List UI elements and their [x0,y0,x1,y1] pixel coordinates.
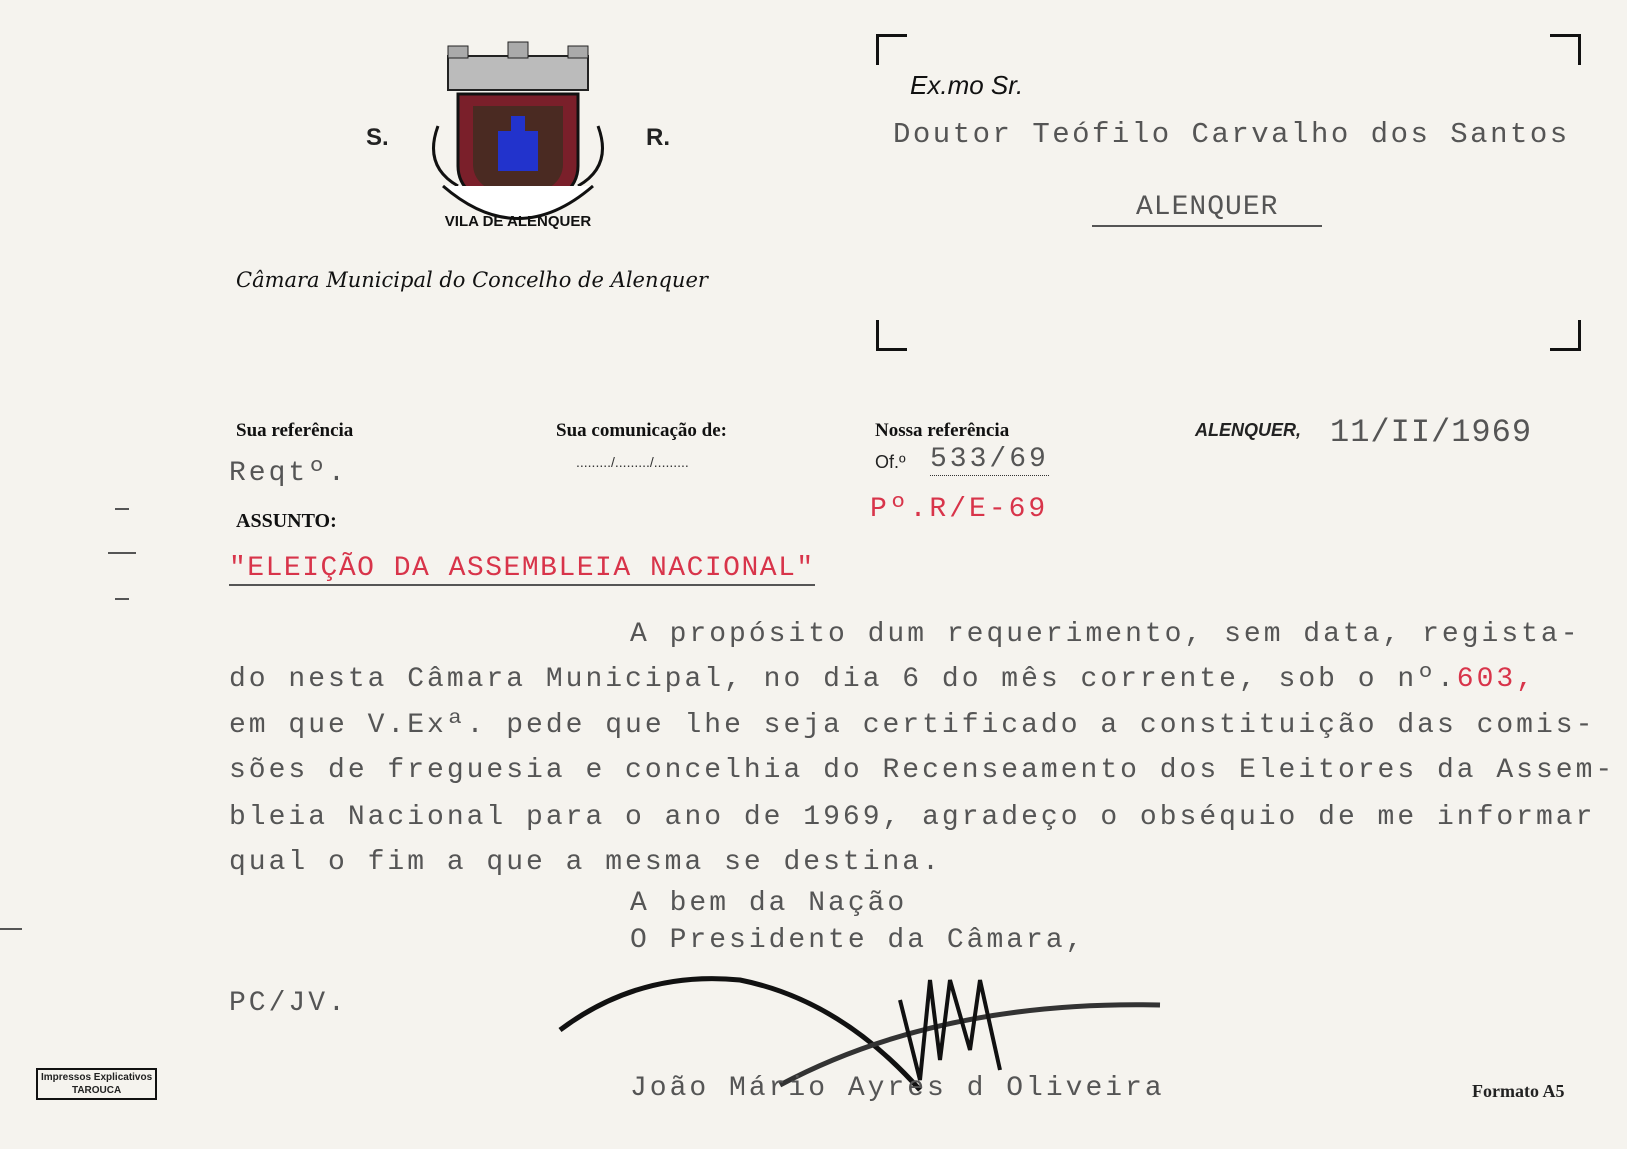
margin-mark [108,552,136,554]
printer-stamp-line: TAROUCA [71,1085,122,1096]
processo-reference: Pº.R/E-69 [870,494,1049,525]
body-line: qual o fim a que a mesma se destina. [229,847,942,878]
window-corner [1550,320,1581,351]
s-mark: S. [366,124,389,151]
registo-number: 603, [1456,664,1536,695]
margin-mark [0,928,22,930]
body-line [229,664,1536,695]
body-line: A propósito dum requerimento, sem data, regista- [630,619,1581,650]
coat-of-arms-icon [418,36,618,236]
window-corner [1550,34,1581,65]
window-corner [876,320,907,351]
body-line: sões de freguesia e concelhia do Recenseamento dos Eleitores da Assem- [229,755,1616,786]
printer-stamp [36,1068,157,1100]
subject-value: "ELEIÇÃO DA ASSEMBLEIA NACIONAL" [229,553,815,584]
nossa-referencia-value: 533/69 [930,444,1049,475]
svg-text:VILA DE ALENQUER: VILA DE ALENQUER [444,213,592,230]
subject-label: ASSUNTO: [236,510,337,532]
margin-mark [115,508,129,510]
addressee-name: Doutor Teófilo Carvalho dos Santos [893,118,1570,151]
sua-referencia-value: Reqtº. [229,458,348,489]
salutation: Ex.mo Sr. [910,70,1024,100]
oficio-prefix: Of.º [875,452,906,472]
closing-line: A bem da Nação [630,888,908,919]
body-line: bleia Nacional para o ano de 1969, agradeço o obséquio de me informar [229,802,1596,833]
sua-comunicacao-value: ........./........./......... [576,454,689,470]
initials: PC/JV. [229,988,348,1019]
body-line-text: do nesta Câmara Municipal, no dia 6 do mês corrente, sob o nº. [229,664,1457,695]
sua-referencia-label: Sua referência [236,420,354,441]
margin-mark [115,598,129,600]
closing-line: O Presidente da Câmara, [630,925,1086,956]
window-corner [876,34,907,65]
sua-comunicacao-label: Sua comunicação de: [556,420,727,441]
nossa-referencia-label: Nossa referência [875,420,1010,441]
addressee-town: ALENQUER [1092,192,1322,227]
body-line: em que V.Exª. pede que lhe seja certificado a constituição das comis- [229,710,1596,741]
format-label: Formato A5 [1472,1081,1565,1101]
place-label: ALENQUER, [1195,420,1302,440]
letter-date: 11/II/1969 [1330,414,1533,451]
signatory-name: João Mário Ayres d Oliveira [630,1073,1165,1104]
printer-stamp-line: Impressos Explicativos [41,1072,153,1083]
institution-name: Câmara Municipal do Concelho de Alenquer [236,268,708,292]
r-mark: R. [646,124,670,151]
